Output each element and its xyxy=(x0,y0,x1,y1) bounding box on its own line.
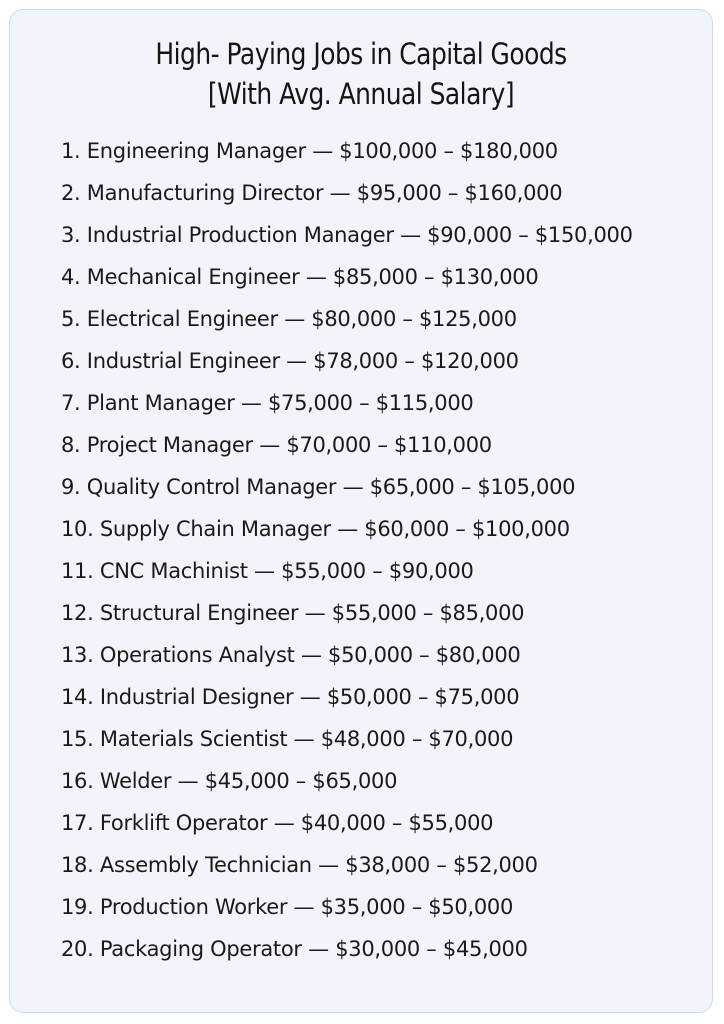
title-line-1: High- Paying Jobs in Capital Goods xyxy=(155,37,567,71)
list-item: 7. Plant Manager — $75,000 – $115,000 xyxy=(61,391,474,415)
title-line-2: [With Avg. Annual Salary] xyxy=(207,77,515,111)
infographic-card xyxy=(9,9,713,1013)
list-item: 15. Materials Scientist — $48,000 – $70,000 xyxy=(61,727,514,751)
page-title xyxy=(59,34,663,114)
list-item: 12. Structural Engineer — $55,000 – $85,000 xyxy=(61,601,525,625)
list-item: 10. Supply Chain Manager — $60,000 – $100,000 xyxy=(61,517,570,541)
jobs-list xyxy=(61,130,633,970)
list-item: 2. Manufacturing Director — $95,000 – $160,000 xyxy=(61,181,563,205)
list-item: 17. Forklift Operator — $40,000 – $55,000 xyxy=(61,811,494,835)
list-item: 14. Industrial Designer — $50,000 – $75,000 xyxy=(61,685,520,709)
list-item: 4. Mechanical Engineer — $85,000 – $130,000 xyxy=(61,265,539,289)
list-item: 8. Project Manager — $70,000 – $110,000 xyxy=(61,433,492,457)
list-item: 13. Operations Analyst — $50,000 – $80,000 xyxy=(61,643,521,667)
list-item: 18. Assembly Technician — $38,000 – $52,000 xyxy=(61,853,538,877)
list-item: 19. Production Worker — $35,000 – $50,000 xyxy=(61,895,514,919)
list-item: 6. Industrial Engineer — $78,000 – $120,000 xyxy=(61,349,519,373)
list-item: 11. CNC Machinist — $55,000 – $90,000 xyxy=(61,559,474,583)
list-item: 3. Industrial Production Manager — $90,000 – $150,000 xyxy=(61,223,633,247)
list-item: 9. Quality Control Manager — $65,000 – $105,000 xyxy=(61,475,576,499)
list-item: 1. Engineering Manager — $100,000 – $180,000 xyxy=(61,139,558,163)
list-item: 16. Welder — $45,000 – $65,000 xyxy=(61,769,398,793)
list-item: 5. Electrical Engineer — $80,000 – $125,000 xyxy=(61,307,517,331)
list-item: 20. Packaging Operator — $30,000 – $45,000 xyxy=(61,937,528,961)
